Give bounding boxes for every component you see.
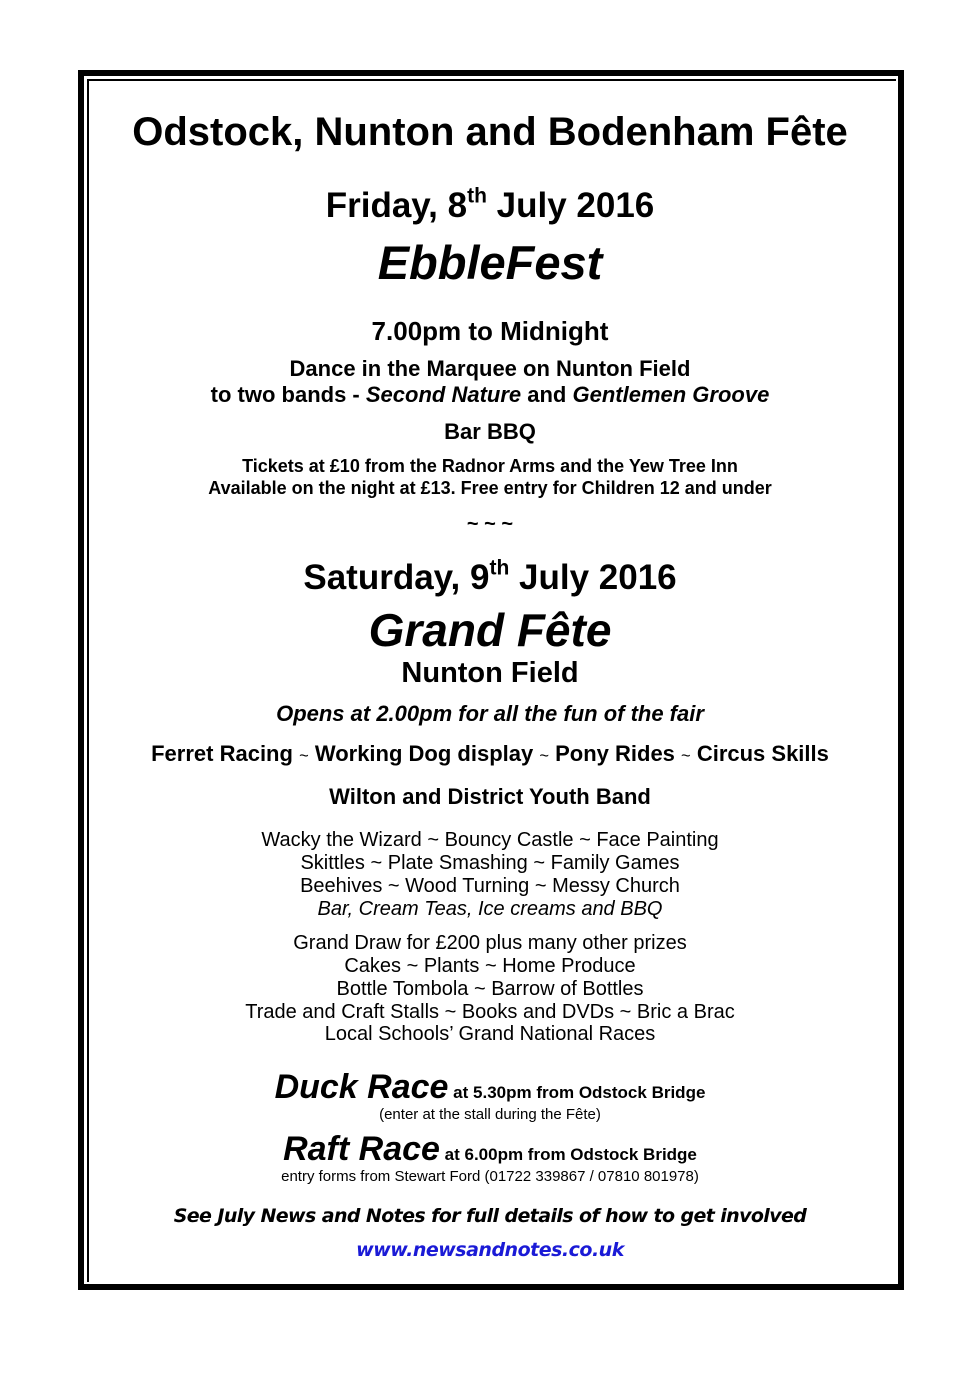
attraction-line: Skittles ~ Plate Smashing ~ Family Games	[300, 852, 680, 874]
bands-and: and	[521, 382, 573, 407]
saturday-day: Saturday, 9	[303, 558, 490, 597]
refreshments-line: Bar, Cream Teas, Ice creams and BBQ	[317, 898, 663, 920]
bands-prefix: to two bands -	[210, 382, 366, 407]
night-line: Available on the night at £13. Free entry for Children 12 and under	[208, 478, 772, 498]
saturday-month-year: July 2016	[509, 558, 677, 597]
tilde: ~	[299, 747, 309, 765]
raft-race-note: entry forms from Stewart Ford (01722 339867 / 07810 801978)	[281, 1168, 699, 1185]
stall-line: Cakes ~ Plants ~ Home Produce	[344, 955, 636, 977]
saturday-suffix: th	[489, 556, 510, 580]
stall-line: Trade and Craft Stalls ~ Books and DVDs ~ Bric a Brac	[245, 1001, 735, 1023]
youth-band: Wilton and District Youth Band	[329, 784, 651, 809]
friday-time: 7.00pm to Midnight	[371, 316, 609, 346]
highlight-item: Pony Rides	[555, 741, 675, 766]
highlight-item: Working Dog display	[314, 741, 534, 766]
website-link[interactable]: www.newsandnotes.co.uk	[356, 1239, 624, 1261]
friday-day: Friday, 8	[325, 186, 468, 225]
stall-line: Bottle Tombola ~ Barrow of Bottles	[336, 978, 644, 1000]
stall-line: Grand Draw for £200 plus many other prizes	[293, 932, 687, 954]
venue: Nunton Field	[401, 657, 579, 689]
attraction-line: Beehives ~ Wood Turning ~ Messy Church	[300, 875, 680, 897]
friday-date	[0, 184, 980, 228]
raft-race-detail: at 6.00pm from Odstock Bridge	[439, 1145, 697, 1164]
band-second-nature: Second Nature	[365, 382, 522, 407]
separator: ~ ~ ~	[466, 513, 514, 535]
attraction-line: Wacky the Wizard ~ Bouncy Castle ~ Face Painting	[261, 829, 719, 851]
band-gentlemen-groove: Gentlemen Groove	[572, 382, 770, 407]
highlight-item: Circus Skills	[696, 741, 829, 766]
stall-line: Local Schools’ Grand National Races	[324, 1023, 656, 1045]
friday-suffix: th	[467, 184, 487, 208]
highlights-line	[0, 741, 980, 769]
duck-race-detail: at 5.30pm from Odstock Bridge	[448, 1083, 706, 1102]
highlight-item: Ferret Racing	[151, 741, 293, 766]
tilde: ~	[539, 747, 549, 765]
bands-line	[0, 382, 980, 408]
poster-title: Odstock, Nunton and Bodenham Fête	[132, 110, 848, 154]
bar-bbq: Bar BBQ	[444, 419, 536, 444]
see-news-line: See July News and Notes for full details of how to get involved	[173, 1205, 807, 1227]
saturday-date	[0, 556, 980, 600]
tilde: ~	[681, 747, 691, 765]
ebblefest-heading: EbbleFest	[377, 236, 603, 289]
friday-month-year: July 2016	[486, 186, 655, 225]
dance-line: Dance in the Marquee on Nunton Field	[289, 356, 691, 381]
duck-race-title: Duck Race	[274, 1068, 449, 1106]
raft-race-title: Raft Race	[283, 1130, 440, 1168]
opens-line: Opens at 2.00pm for all the fun of the fair	[276, 701, 704, 726]
website-line	[0, 1237, 980, 1263]
tickets-line: Tickets at £10 from the Radnor Arms and the Yew Tree Inn	[242, 456, 738, 476]
duck-race-note: (enter at the stall during the Fête)	[379, 1106, 601, 1123]
grand-fete-heading: Grand Fête	[368, 604, 612, 656]
